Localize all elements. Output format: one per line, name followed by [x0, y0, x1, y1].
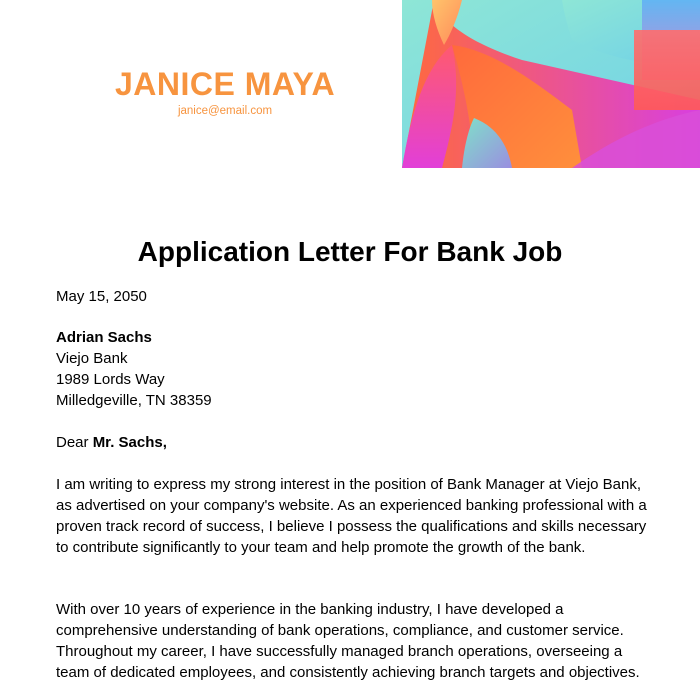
letter-date: May 15, 2050 [56, 288, 147, 305]
recipient-street: 1989 Lords Way [56, 371, 165, 388]
abstract-gradient-graphic [402, 0, 700, 168]
recipient-company: Viejo Bank [56, 350, 128, 367]
recipient-name: Adrian Sachs [56, 329, 152, 346]
sender-email: janice@email.com [177, 105, 273, 117]
recipient-city: Milledgeville, TN 38359 [56, 392, 212, 409]
sender-name: JANICE MAYA [114, 66, 336, 102]
body-paragraph: I am writing to express my strong interest in the position of Bank Manager at Viejo Bank, as advertised on your company's website. As an experienced banking professional with a proven track record of success, I believe I possess the qualifications and skills necessary to contribute significantly to your team and help promote the growth of the bank. [56, 476, 647, 556]
recipient-address [56, 327, 656, 411]
salutation-greeting: Dear [56, 434, 89, 451]
salutation [56, 432, 656, 453]
body-paragraph: With over 10 years of experience in the banking industry, I have developed a comprehensive understanding of bank operations, compliance, and customer service. Throughout my career, I have successfully managed branch operations, overseeing a team of dedicated employees, and consistently achieving branch targets and objectives. [56, 601, 640, 681]
salutation-name: Mr. Sachs, [92, 434, 167, 451]
letter-title: Application Letter For Bank Job [137, 236, 563, 267]
